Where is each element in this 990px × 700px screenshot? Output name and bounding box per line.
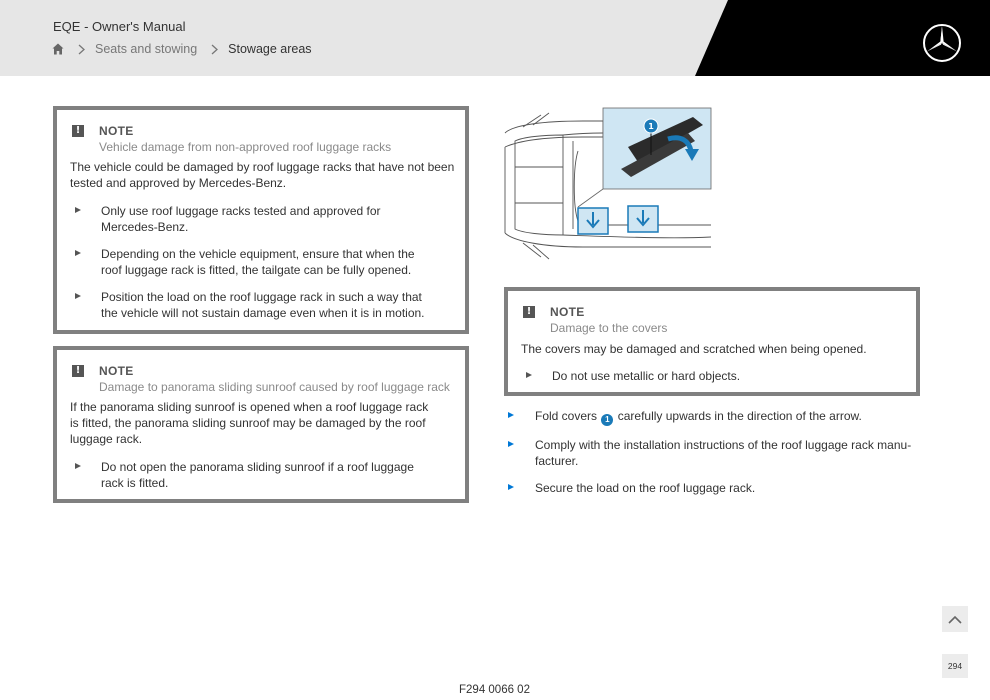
note-label: NOTE	[550, 305, 585, 319]
manual-title: EQE - Owner's Manual	[53, 19, 186, 34]
note-covers	[504, 287, 920, 396]
note-subtitle: Vehicle damage from non-approved roof luggage racks	[99, 140, 392, 154]
bullet-arrow-icon	[75, 250, 81, 256]
chevron-right-icon	[211, 44, 218, 55]
figure-id: F294 0066 02	[459, 684, 530, 696]
chevron-right-icon	[78, 44, 85, 55]
note-label: NOTE	[99, 364, 134, 378]
note-body: The vehicle could be damaged by roof luggage racks that have not been tested and approved by Mercedes-Benz.	[70, 160, 455, 190]
bullet-arrow-icon	[75, 293, 81, 299]
note-body: If the panorama sliding sunroof is opened when a roof luggage rack is fitted, the panorama sliding sunroof may be damaged by the roof luggage rack.	[70, 400, 429, 446]
breadcrumb-current: Stowage areas	[228, 42, 312, 56]
chevron-up-icon	[948, 615, 962, 624]
note-subtitle: Damage to the covers	[550, 321, 668, 335]
bullet-arrow-icon	[75, 463, 81, 469]
breadcrumb	[52, 42, 312, 56]
page-number: 294	[942, 654, 968, 678]
step-secure-load: Secure the load on the roof luggage rack.	[535, 481, 756, 495]
note-bullet: Position the load on the roof luggage rack in such a way that the vehicle will not sustain damage even when it is in motion.	[101, 290, 425, 320]
callout-marker-1: 1	[648, 122, 654, 131]
note-label: NOTE	[99, 124, 134, 138]
note-bullet: Do not open the panorama sliding sunroof if a roof luggage rack is fitted.	[101, 460, 414, 490]
warning-icon: !	[72, 365, 84, 377]
bullet-arrow-icon	[75, 207, 81, 213]
bullet-arrow-icon	[526, 372, 532, 378]
note-body: The covers may be damaged and scratched when being opened.	[521, 342, 867, 356]
note-bullet: Do not use metallic or hard objects.	[552, 369, 741, 383]
warning-icon: !	[72, 125, 84, 137]
step-arrow-icon	[508, 441, 514, 447]
step-fold-covers	[535, 408, 915, 426]
note-bullet: Only use roof luggage racks tested and approved for Mercedes-Benz.	[101, 204, 381, 234]
step-arrow-icon	[508, 412, 514, 418]
note-subtitle: Damage to panorama sliding sunroof caused by roof luggage rack	[99, 380, 450, 394]
note-roof-racks	[53, 106, 469, 334]
mercedes-star-logo[interactable]	[922, 23, 962, 63]
step-arrow-icon	[508, 484, 514, 490]
step-text: Fold covers	[535, 409, 598, 423]
home-icon[interactable]	[52, 43, 64, 55]
scroll-to-top-button[interactable]	[942, 606, 968, 632]
roof-cover-illustration	[503, 107, 713, 263]
callout-marker-1: 1	[601, 414, 613, 426]
breadcrumb-seats-and-stowing[interactable]: Seats and stowing	[95, 42, 198, 56]
note-sunroof	[53, 346, 469, 503]
step-text: carefully upwards in the direction of the arrow.	[617, 409, 862, 423]
warning-icon: !	[523, 306, 535, 318]
step-comply-instructions: Comply with the installation instructions of the roof luggage rack manu-facturer.	[535, 438, 912, 468]
note-bullet: Depending on the vehicle equipment, ensure that when the roof luggage rack is fitted, the tailgate can be fully opened.	[101, 247, 415, 277]
